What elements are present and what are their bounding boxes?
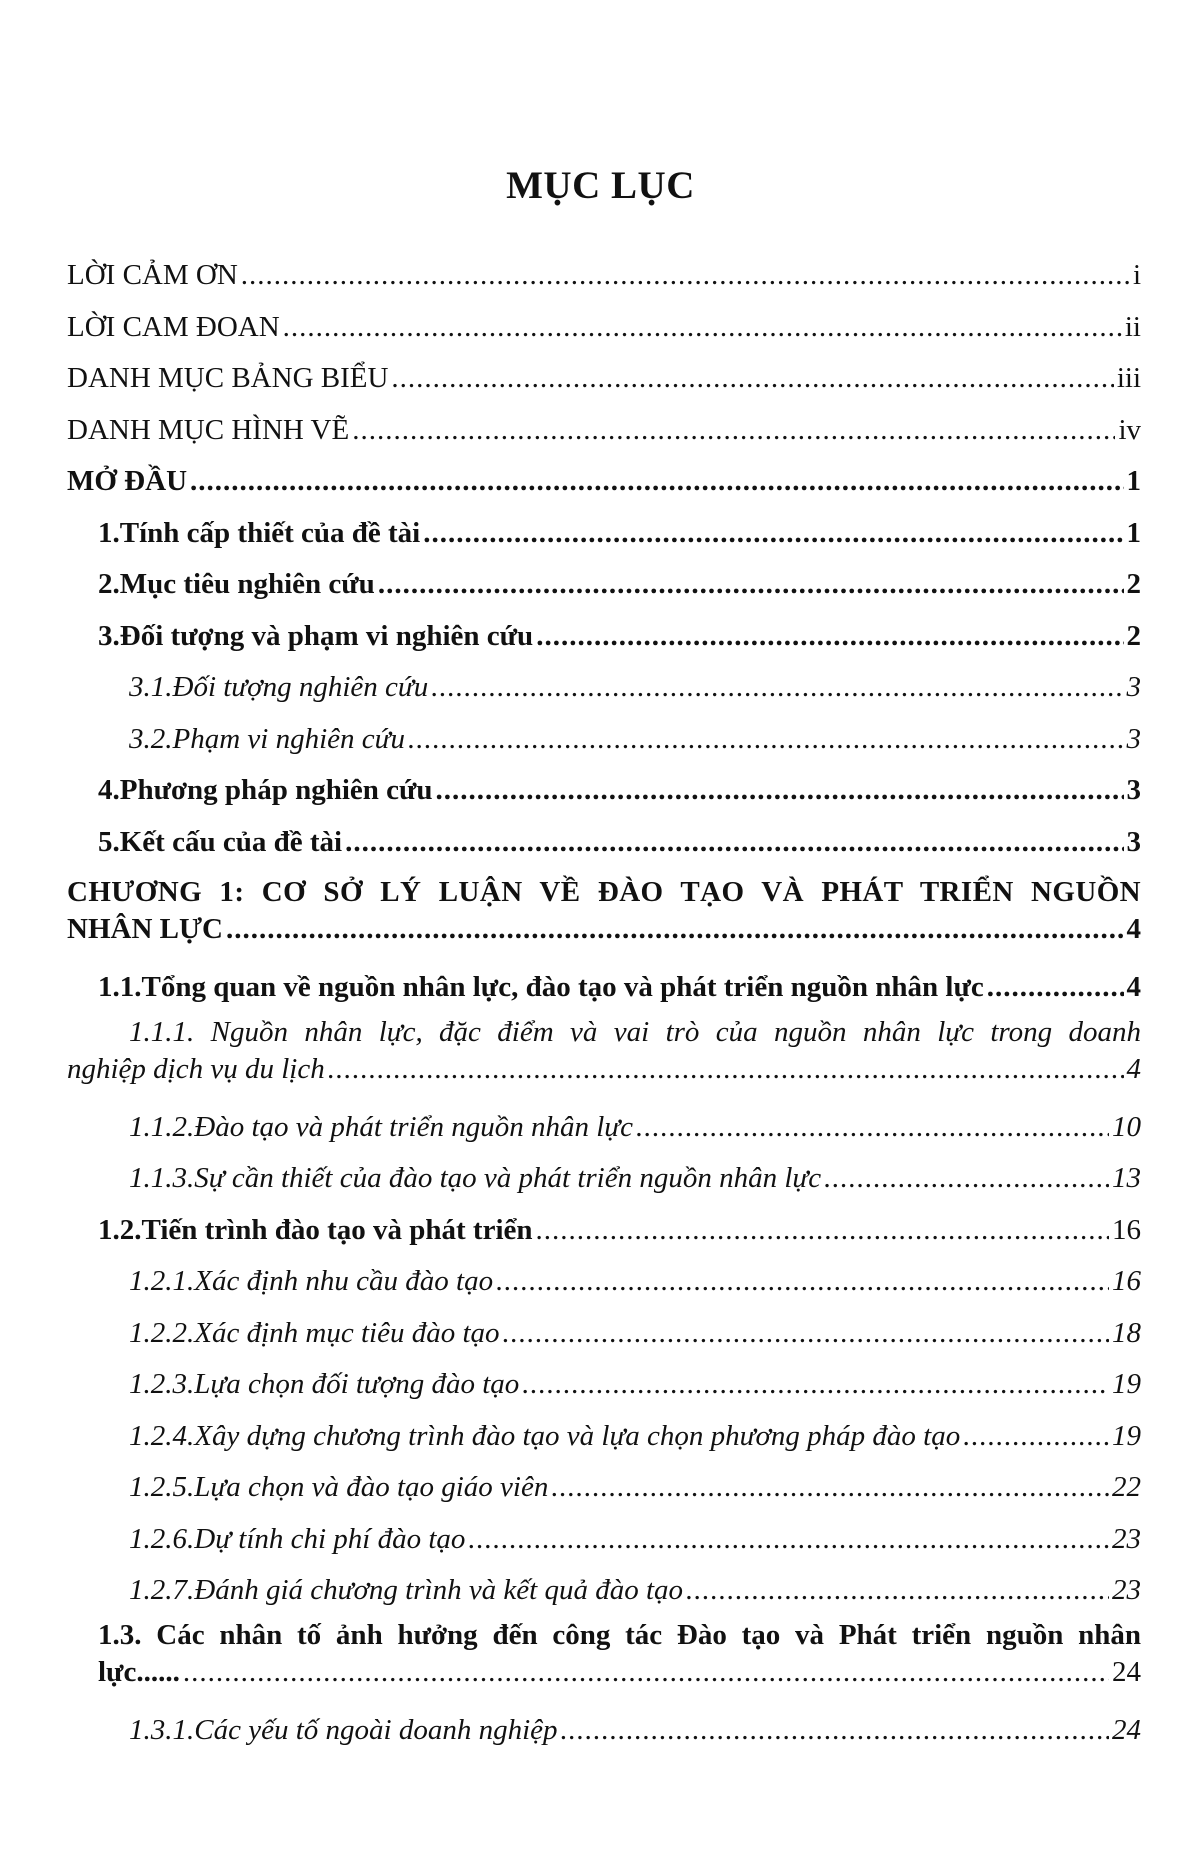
dot-leader <box>963 1411 1109 1463</box>
dot-leader <box>436 765 1124 817</box>
toc-entry-text: Tiến trình đào tạo và phát triển <box>141 1213 533 1246</box>
dot-leader <box>190 456 1123 508</box>
dot-leader <box>503 1308 1109 1360</box>
dot-leader <box>345 817 1123 869</box>
toc-entry-page: 2 <box>1126 619 1141 652</box>
toc-entry-text: LỜI CAM ĐOAN <box>67 310 280 343</box>
toc-entry-page: ii <box>1124 310 1141 343</box>
toc-title: MỤC LỤC <box>506 164 695 207</box>
toc-entry-page: iii <box>1116 362 1141 394</box>
toc-entry-page: 23 <box>1112 1574 1141 1606</box>
toc-entry-text: Đối tượng và phạm vi nghiên cứu <box>119 619 534 652</box>
toc-entry[interactable] <box>67 508 1141 560</box>
toc-entry[interactable] <box>67 1308 1141 1360</box>
toc-entry[interactable] <box>67 962 1141 1014</box>
toc-entry[interactable] <box>67 611 1141 663</box>
dot-leader <box>468 1514 1109 1566</box>
toc-entry-text: DANH MỤC HÌNH VẼ <box>67 413 350 446</box>
toc-entry-text: Xây dựng chương trình đào tạo và lựa chọn phương pháp đào tạo <box>194 1419 961 1452</box>
toc-entry-page: 19 <box>1112 1419 1141 1452</box>
toc-entry-text: Tính cấp thiết của đề tài <box>119 516 421 549</box>
toc-entry-text: DANH MỤC BẢNG BIỂU <box>67 362 389 394</box>
toc-entry-text: Dự tính chi phí đào tạo <box>194 1522 466 1555</box>
toc-entry-number: 5. <box>98 825 120 858</box>
toc-entry-page: 19 <box>1112 1368 1141 1400</box>
toc-entry-text-line2: nghiệp dịch vụ du lịch <box>67 1052 325 1085</box>
toc-entry-text: Lựa chọn đối tượng đào tạo <box>194 1368 520 1400</box>
toc-entry-page: 2 <box>1126 568 1141 600</box>
toc-entry-number: 2. <box>98 568 120 600</box>
toc-entry[interactable] <box>67 1102 1141 1154</box>
toc-entry-number: 1.2.7. <box>129 1574 195 1606</box>
toc-entry-text: Xác định nhu cầu đào tạo <box>194 1265 494 1297</box>
toc-entry-text: Đánh giá chương trình và kết quả đào tạo <box>194 1574 684 1606</box>
dot-leader <box>241 250 1130 302</box>
dot-leader <box>536 1205 1109 1257</box>
toc-entry-page: 24 <box>1112 1655 1141 1688</box>
dot-leader <box>226 911 1123 948</box>
dot-leader <box>431 662 1123 714</box>
toc-entry-page: 1 <box>1126 516 1141 549</box>
dot-leader <box>496 1256 1109 1308</box>
toc-entry-page: 16 <box>1112 1213 1141 1246</box>
toc-entry[interactable] <box>67 1014 1141 1088</box>
toc-entry-page: 3 <box>1126 722 1141 755</box>
table-of-contents <box>67 250 1141 1756</box>
toc-entry-text-line1: 1.1.1. Nguồn nhân lực, đặc điểm và vai trò của nguồn nhân lực trong doanh <box>129 1015 1141 1048</box>
toc-entry[interactable] <box>67 1617 1141 1691</box>
toc-entry-text: Xác định mục tiêu đào tạo <box>194 1316 500 1349</box>
toc-entry[interactable] <box>67 1359 1141 1411</box>
toc-entry-number: 1.1.3. <box>129 1162 195 1194</box>
toc-entry[interactable] <box>67 302 1141 354</box>
toc-entry-number: 4. <box>98 774 120 806</box>
toc-entry-number: 1.2.1. <box>129 1265 195 1297</box>
dot-leader <box>408 714 1124 766</box>
toc-entry-page: i <box>1132 259 1141 291</box>
toc-entry[interactable] <box>67 662 1141 714</box>
toc-entry[interactable] <box>67 1462 1141 1514</box>
toc-entry-page: 3 <box>1126 671 1141 703</box>
toc-entry-text: Mục tiêu nghiên cứu <box>119 568 375 600</box>
toc-entry-text: Các yếu tố ngoài doanh nghiệp <box>194 1713 558 1746</box>
toc-entry-text-line2: NHÂN LỰC <box>67 913 224 945</box>
toc-entry-text: Đào tạo và phát triển nguồn nhân lực <box>194 1110 633 1143</box>
toc-entry-number: 1.1.2. <box>129 1110 195 1143</box>
toc-entry-number: 1.3.1. <box>129 1713 195 1746</box>
toc-entry-text: Sự cần thiết của đào tạo và phát triển nguồn nhân lực <box>194 1162 822 1194</box>
dot-leader <box>522 1359 1109 1411</box>
toc-entry-number: 1.2.5. <box>129 1471 195 1503</box>
toc-entry[interactable] <box>67 765 1141 817</box>
toc-entry-page: 24 <box>1112 1713 1141 1746</box>
toc-entry[interactable] <box>67 1205 1141 1257</box>
toc-entry-page: 3 <box>1126 825 1141 858</box>
toc-entry-page: 23 <box>1112 1522 1141 1555</box>
toc-entry-text: MỞ ĐẦU <box>67 465 188 497</box>
toc-entry[interactable] <box>67 1411 1141 1463</box>
dot-leader <box>183 1654 1109 1691</box>
toc-entry-number: 1. <box>98 516 120 549</box>
toc-entry[interactable] <box>67 250 1141 302</box>
dot-leader <box>824 1153 1109 1205</box>
toc-entry-text-line2: lực...... <box>98 1655 180 1688</box>
toc-entry[interactable] <box>67 1153 1141 1205</box>
dot-leader <box>423 508 1123 560</box>
toc-entry[interactable] <box>67 456 1141 508</box>
toc-entry-text: Kết cấu của đề tài <box>119 825 343 858</box>
toc-entry-text: Đối tượng nghiên cứu <box>172 671 429 703</box>
toc-entry-text: LỜI CẢM ƠN <box>67 259 238 291</box>
toc-entry[interactable] <box>67 817 1141 869</box>
toc-entry-page: 22 <box>1112 1471 1141 1503</box>
dot-leader <box>391 353 1113 405</box>
dot-leader <box>987 962 1124 1014</box>
dot-leader <box>686 1565 1109 1617</box>
toc-entry-text: Phương pháp nghiên cứu <box>119 774 433 806</box>
dot-leader <box>536 611 1123 663</box>
dot-leader <box>283 302 1122 354</box>
dot-leader <box>636 1102 1109 1154</box>
toc-entry[interactable] <box>67 1256 1141 1308</box>
toc-entry-text-line1: CHƯƠNG 1: CƠ SỞ LÝ LUẬN VỀ ĐÀO TẠO VÀ PHÁT TRIỂN NGUỒN <box>67 876 1141 908</box>
toc-entry-number: 3.2. <box>129 722 173 755</box>
toc-entry[interactable] <box>67 1565 1141 1617</box>
toc-entry-number: 1.2.4. <box>129 1419 195 1452</box>
toc-entry-number: 3.1. <box>129 671 173 703</box>
toc-entry-page: 4 <box>1126 1052 1141 1085</box>
dot-leader <box>328 1051 1124 1088</box>
toc-entry-chapter[interactable] <box>67 874 1141 948</box>
toc-entry[interactable] <box>67 559 1141 611</box>
toc-entry-page: 3 <box>1126 774 1141 806</box>
toc-entry[interactable] <box>67 353 1141 405</box>
toc-entry-page: 16 <box>1112 1265 1141 1297</box>
toc-entry[interactable] <box>67 1514 1141 1566</box>
toc-entry[interactable] <box>67 714 1141 766</box>
dot-leader <box>561 1705 1109 1757</box>
toc-entry-number: 1.2.3. <box>129 1368 195 1400</box>
dot-leader <box>551 1462 1109 1514</box>
dot-leader <box>352 405 1115 457</box>
toc-entry[interactable] <box>67 1705 1141 1757</box>
toc-entry-text: Lựa chọn và đào tạo giáo viên <box>194 1471 549 1503</box>
toc-entry-number: 1.2.6. <box>129 1522 195 1555</box>
toc-entry-number: 1.2.2. <box>129 1316 195 1349</box>
toc-entry-page: 4 <box>1126 913 1141 945</box>
toc-entry-number: 1.2. <box>98 1213 142 1246</box>
toc-entry-page: 10 <box>1112 1110 1141 1143</box>
toc-entry-page: 4 <box>1126 971 1141 1003</box>
toc-entry-page: 18 <box>1112 1316 1141 1349</box>
toc-entry-number: 1.1. <box>98 971 142 1003</box>
toc-entry-page: iv <box>1118 413 1141 446</box>
toc-entry-page: 1 <box>1126 465 1141 497</box>
toc-entry-page: 13 <box>1112 1162 1141 1194</box>
toc-entry-text-line1: 1.3. Các nhân tố ảnh hưởng đến công tác Đào tạo và Phát triển nguồn nhân <box>98 1618 1141 1651</box>
dot-leader <box>378 559 1124 611</box>
toc-entry-text: Phạm vi nghiên cứu <box>172 722 405 755</box>
toc-entry-text: Tổng quan về nguồn nhân lực, đào tạo và phát triển nguồn nhân lực <box>141 971 984 1003</box>
toc-entry[interactable] <box>67 405 1141 457</box>
toc-entry-number: 3. <box>98 619 120 652</box>
